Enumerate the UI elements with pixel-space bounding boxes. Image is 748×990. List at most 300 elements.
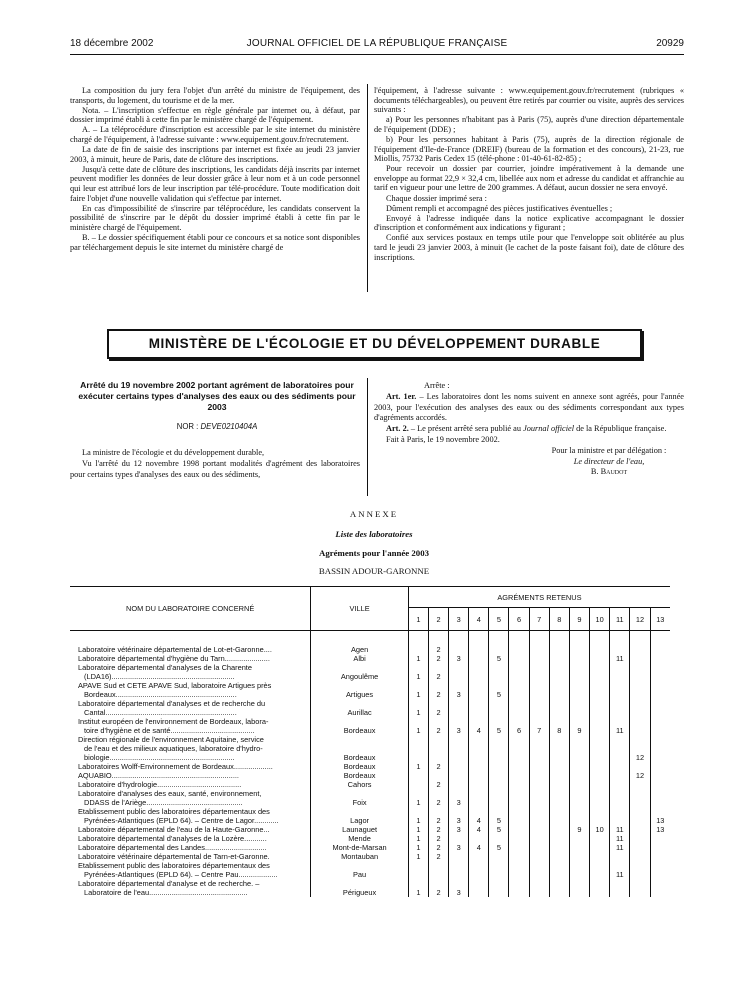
agrement-cell xyxy=(589,789,609,807)
agrement-cell: 2 xyxy=(428,879,448,897)
agrement-cell xyxy=(509,834,529,843)
agrement-cell xyxy=(509,807,529,825)
agrement-cell xyxy=(469,762,489,771)
agrement-cell: 5 xyxy=(489,717,509,735)
agrement-cell xyxy=(630,699,650,717)
agrement-cell xyxy=(650,699,670,717)
agrement-cell xyxy=(610,807,630,825)
agrement-cell xyxy=(650,681,670,699)
agrement-cell xyxy=(569,861,589,879)
text-column-left xyxy=(70,86,360,253)
paragraph: Confié aux services postaux en temps utile pour que l'enveloppe soit oblitérée au plus tard le jeudi 23 janvier 2003, à minuit (le cachet de la poste faisant foi), date de clôture des inscriptions. xyxy=(374,233,684,262)
agrement-cell: 2 xyxy=(428,834,448,843)
agrement-cell: 2 xyxy=(428,654,448,663)
agrement-cell xyxy=(489,852,509,861)
laboratory-name: Laboratoire départemental d'analyse et de recherche. – Laboratoire de l'eau................................................ xyxy=(78,879,260,897)
agrement-cell: 13 xyxy=(650,807,670,825)
agrement-number-header: 13 xyxy=(650,608,670,631)
agrement-cell xyxy=(449,861,469,879)
agrement-cell xyxy=(569,645,589,654)
agrement-cell: 3 xyxy=(449,843,469,852)
agrement-cell xyxy=(489,771,509,780)
laboratory-name: Institut européen de l'environnement de Bordeaux, labora- toire d'hygiène et de santé......................................... xyxy=(78,717,269,735)
agrement-cell: 2 xyxy=(428,789,448,807)
agrement-cell xyxy=(509,789,529,807)
agrement-cell xyxy=(509,879,529,897)
table-row xyxy=(70,825,670,834)
agrement-cell: 2 xyxy=(428,663,448,681)
agrement-cell: 2 xyxy=(428,762,448,771)
agrement-cell: 12 xyxy=(630,771,650,780)
agrement-cell xyxy=(449,762,469,771)
agrement-cell xyxy=(529,834,549,843)
agrement-cell: 5 xyxy=(489,843,509,852)
agrement-cell: 1 xyxy=(408,762,428,771)
annexe-subtitle: Liste des laboratoires xyxy=(335,529,413,539)
agrement-cell xyxy=(630,645,650,654)
laboratories-table xyxy=(70,586,670,897)
agrement-cell: 6 xyxy=(509,717,529,735)
paragraph: Dûment rempli et accompagné des pièces justificatives éventuelles ; xyxy=(386,203,613,213)
agrement-cell: 7 xyxy=(529,717,549,735)
agrement-cell: 1 xyxy=(408,699,428,717)
agrement-cell xyxy=(529,861,549,879)
agrement-cell xyxy=(489,663,509,681)
agrement-cell xyxy=(589,771,609,780)
agrement-cell: 2 xyxy=(428,699,448,717)
agrement-cell xyxy=(529,681,549,699)
laboratory-city: Mont-de-Marsan xyxy=(311,843,409,852)
agrement-cell xyxy=(469,681,489,699)
agrement-cell: 2 xyxy=(428,681,448,699)
paragraph: La composition du jury fera l'objet d'un arrêté du ministre de l'équipement, des transports, du logement, du tourisme et de la mer. xyxy=(70,86,360,105)
agrement-cell xyxy=(449,852,469,861)
bassin-heading: BASSIN ADOUR-GARONNE xyxy=(318,566,430,576)
column-divider xyxy=(367,378,368,496)
agrement-cell: 2 xyxy=(428,852,448,861)
signature-block xyxy=(374,446,684,478)
agrement-cell: 1 xyxy=(408,879,428,897)
agrement-cell xyxy=(549,843,569,852)
agrement-cell: 5 xyxy=(489,825,509,834)
table-row xyxy=(70,807,670,825)
agrement-number-header: 2 xyxy=(428,608,448,631)
agrement-cell xyxy=(630,834,650,843)
laboratory-name: Laboratoire d'hydrologie......................................... xyxy=(78,780,242,789)
table-spacer-row xyxy=(70,631,670,646)
arrete-title: Arrêté du 19 novembre 2002 portant agrément de laboratoires pour exécuter certains types d'analyses des eaux ou des sédiments pour 2003 xyxy=(78,380,356,412)
laboratory-name: Laboratoire départemental d'analyses de la Lozère........... xyxy=(78,834,267,843)
agrement-cell xyxy=(509,762,529,771)
agrement-cell xyxy=(610,771,630,780)
paragraph: Envoyé à l'adresse indiquée dans la notice explicative accompagnant le dossier d'inscription et conformément aux indications y figurant ; xyxy=(374,213,684,233)
agrement-cell xyxy=(449,663,469,681)
agrement-cell xyxy=(630,825,650,834)
agrement-cell: 3 xyxy=(449,879,469,897)
agrement-cell xyxy=(509,699,529,717)
laboratory-name: Etablissement public des laboratoires départementaux des Pyrénées-Atlantiques (EPLD 64). – Centre Pau................... xyxy=(78,861,278,879)
laboratory-name: Laboratoire vétérinaire départemental de Tarn-et-Garonne. xyxy=(78,852,270,861)
agrement-cell xyxy=(469,663,489,681)
agrement-cell xyxy=(569,789,589,807)
agrement-cell: 2 xyxy=(428,807,448,825)
laboratory-city: Périgueux xyxy=(311,879,409,897)
agrement-cell xyxy=(469,771,489,780)
agrement-cell xyxy=(589,654,609,663)
agrement-cell xyxy=(529,852,549,861)
table-row xyxy=(70,717,670,735)
agrement-cell xyxy=(549,681,569,699)
agrement-cell xyxy=(630,807,650,825)
agrement-cell xyxy=(509,852,529,861)
agrement-cell xyxy=(610,789,630,807)
table-row xyxy=(70,879,670,897)
agrement-cell: 5 xyxy=(489,654,509,663)
agrement-cell xyxy=(569,852,589,861)
laboratory-city: Artigues xyxy=(311,681,409,699)
agrement-cell xyxy=(610,699,630,717)
agrement-cell xyxy=(589,879,609,897)
agrement-cell: 5 xyxy=(489,681,509,699)
agrement-cell xyxy=(650,879,670,897)
agrement-cell xyxy=(549,879,569,897)
agrement-cell: 1 xyxy=(408,654,428,663)
agrement-cell xyxy=(549,663,569,681)
agrement-number-header: 4 xyxy=(469,608,489,631)
agrement-cell: 1 xyxy=(408,717,428,735)
signature-name: B. Baudot xyxy=(590,467,628,476)
agrement-cell xyxy=(569,681,589,699)
agrement-cell xyxy=(610,852,630,861)
arrete-label: Arrête : xyxy=(424,381,450,390)
agrement-cell: 1 xyxy=(408,807,428,825)
agrement-cell xyxy=(509,771,529,780)
table-row xyxy=(70,645,670,654)
agrement-cell xyxy=(549,771,569,780)
agrement-cell xyxy=(589,834,609,843)
agrement-cell: 2 xyxy=(428,780,448,789)
agrement-cell xyxy=(589,645,609,654)
laboratory-name: Laboratoire vétérinaire départemental de Lot-et-Garonne.... xyxy=(78,645,272,654)
agrement-cell xyxy=(569,762,589,771)
agrement-cell xyxy=(469,735,489,762)
nor-code: DEVE0210404A xyxy=(200,422,258,431)
agrement-cell: 2 xyxy=(428,645,448,654)
agrement-cell xyxy=(428,861,448,879)
agrement-cell: 10 xyxy=(589,825,609,834)
agrement-cell xyxy=(408,645,428,654)
agrement-number-header: 1 xyxy=(408,608,428,631)
laboratory-city: Aurillac xyxy=(311,699,409,717)
agrement-cell xyxy=(569,807,589,825)
agrement-cell xyxy=(449,834,469,843)
agrement-cell xyxy=(630,780,650,789)
table-row xyxy=(70,681,670,699)
agrement-cell xyxy=(630,681,650,699)
table-row xyxy=(70,789,670,807)
agrement-cell xyxy=(589,852,609,861)
agrement-cell: 3 xyxy=(449,789,469,807)
agrement-cell xyxy=(650,861,670,879)
header-rule xyxy=(70,54,684,55)
table-row xyxy=(70,843,670,852)
agrement-cell xyxy=(589,861,609,879)
agrement-cell: 11 xyxy=(610,825,630,834)
agrement-cell xyxy=(549,762,569,771)
agrement-cell xyxy=(569,771,589,780)
agrement-cell xyxy=(509,861,529,879)
agrement-cell xyxy=(630,762,650,771)
agrement-cell: 2 xyxy=(428,825,448,834)
agrement-cell xyxy=(529,807,549,825)
arrete-articles xyxy=(374,381,684,478)
agrement-cell xyxy=(529,780,549,789)
agrement-cell xyxy=(549,699,569,717)
agrement-cell xyxy=(509,645,529,654)
agrement-cell: 1 xyxy=(408,663,428,681)
agrement-cell xyxy=(489,789,509,807)
agrement-cell xyxy=(569,654,589,663)
nor-label: NOR : xyxy=(176,422,201,431)
agrement-cell xyxy=(589,681,609,699)
agrement-cell: 2 xyxy=(428,717,448,735)
agrement-cell xyxy=(529,843,549,852)
agrement-cell xyxy=(650,645,670,654)
agrement-cell xyxy=(489,834,509,843)
paragraph: La ministre de l'écologie et du développement durable, xyxy=(82,448,265,457)
laboratory-city: Bordeaux xyxy=(311,771,409,780)
agrement-cell xyxy=(650,654,670,663)
laboratory-name: Laboratoires Wolff-Environnement de Bordeaux................... xyxy=(78,762,273,771)
laboratory-city: Angoulême xyxy=(311,663,409,681)
agrement-cell xyxy=(509,654,529,663)
agrement-cell xyxy=(589,762,609,771)
agrement-cell: 12 xyxy=(630,735,650,762)
agrement-cell xyxy=(589,807,609,825)
agrement-cell: 2 xyxy=(428,843,448,852)
agrement-number-header: 12 xyxy=(630,608,650,631)
agrement-cell: 8 xyxy=(549,717,569,735)
agrement-cell xyxy=(549,735,569,762)
agrement-cell xyxy=(569,843,589,852)
agrement-cell xyxy=(650,771,670,780)
agrement-cell: 11 xyxy=(610,834,630,843)
laboratory-city: Launaguet xyxy=(311,825,409,834)
header-date: 18 décembre 2002 xyxy=(70,38,154,49)
agrement-number-header: 10 xyxy=(589,608,609,631)
table-row xyxy=(70,771,670,780)
agrement-cell xyxy=(408,780,428,789)
agrement-cell xyxy=(549,645,569,654)
table-row xyxy=(70,834,670,843)
agrement-cell xyxy=(509,663,529,681)
table-row xyxy=(70,735,670,762)
agrement-cell xyxy=(549,834,569,843)
agrement-cell xyxy=(549,861,569,879)
agrement-cell xyxy=(569,699,589,717)
agrement-cell xyxy=(569,879,589,897)
article-2-text: – Le présent arrêté sera publié au xyxy=(408,424,524,433)
agrement-cell xyxy=(630,654,650,663)
agrement-cell xyxy=(469,861,489,879)
paragraph: Pour recevoir un dossier par courrier, joindre impérativement à la demande une enveloppe au format 22,9 × 32,4 cm, libellée aux nom et adresse du candidat et affranchie au tarif en vigueur pour une lettre de 200 grammes. A défaut, aucun dossier ne sera envoyé. xyxy=(374,164,684,193)
agrement-cell xyxy=(529,735,549,762)
paragraph: La date de fin de saisie des inscriptions par internet est fixée au jeudi 23 janvier 2003, à minuit, heure de Paris, date de clôture des inscriptions. xyxy=(70,145,360,164)
agrement-cell xyxy=(569,834,589,843)
agrement-cell: 4 xyxy=(469,807,489,825)
table-row xyxy=(70,852,670,861)
agrement-cell xyxy=(650,735,670,762)
signature-line-2: Le directeur de l'eau, xyxy=(573,456,645,466)
agrement-cell xyxy=(610,735,630,762)
agrement-cell xyxy=(509,843,529,852)
agrement-cell: 11 xyxy=(610,843,630,852)
agrement-cell xyxy=(630,663,650,681)
paragraph: A. – La téléprocédure d'inscription est accessible par le site internet du ministère chargé de l'équipement, à l'adresse suivante : www.equipement.gouv.fr/recrutement. xyxy=(70,125,360,144)
agrement-cell xyxy=(449,645,469,654)
article-1 xyxy=(374,392,684,424)
agrement-cell xyxy=(529,879,549,897)
agrement-cell: 3 xyxy=(449,717,469,735)
agrement-cell xyxy=(549,780,569,789)
agrement-cell xyxy=(589,735,609,762)
agrement-cell xyxy=(509,681,529,699)
agrement-cell xyxy=(529,699,549,717)
agrement-cell xyxy=(489,780,509,789)
agrement-cell xyxy=(589,843,609,852)
header-page-number: 20929 xyxy=(656,38,684,49)
col-header-ville: VILLE xyxy=(311,587,409,631)
agrement-cell: 5 xyxy=(489,807,509,825)
laboratory-name: APAVE Sud et CETE APAVE Sud, laboratoire Artigues près Bordeaux........................................................... xyxy=(78,681,272,699)
agrement-cell: 11 xyxy=(610,717,630,735)
agrement-number-header: 11 xyxy=(610,608,630,631)
agrement-cell xyxy=(529,645,549,654)
agrement-cell xyxy=(650,852,670,861)
agrement-cell xyxy=(610,681,630,699)
paragraph: En cas d'impossibilité de s'inscrire par téléprocédure, les candidats conservent la possibilité de s'inscrire par le dépôt du dossier imprimé établi à cette fin par le ministère chargé de l'équipement. xyxy=(70,203,360,232)
agrement-cell xyxy=(469,852,489,861)
agrement-cell: 4 xyxy=(469,825,489,834)
agrement-cell: 1 xyxy=(408,852,428,861)
annexe-title: ANNEXE xyxy=(349,509,399,519)
agrement-cell: 1 xyxy=(408,834,428,843)
paragraph: b) Pour les personnes habitant à Paris (75), auprès de la direction régionale de l'équipement d'Ile-de-France (DREIF) (bureau de la formation et des concours), 21-23, rue Miollis, 75732 Paris Cedex 15 (télé-phone : 01-40-61-82-85) ; xyxy=(374,134,684,164)
laboratory-city: Bordeaux xyxy=(311,717,409,735)
agrement-cell xyxy=(469,645,489,654)
agrement-cell xyxy=(428,735,448,762)
agrement-cell xyxy=(589,699,609,717)
paragraph: B. – Le dossier spécifiquement établi pour ce concours et sa notice sont disponibles par téléchargement depuis le site internet du ministère chargé de xyxy=(70,232,360,252)
agrement-cell: 3 xyxy=(449,654,469,663)
laboratory-name: Laboratoire départemental d'hygiène du Tarn...................... xyxy=(78,654,270,663)
agrement-cell xyxy=(650,780,670,789)
laboratory-name: Laboratoire départemental d'analyses de la Charente (LDA16)............................................................ xyxy=(78,663,252,681)
agrement-cell xyxy=(630,843,650,852)
laboratory-city: Bordeaux xyxy=(311,762,409,771)
article-1-label: Art. 1er. xyxy=(386,392,417,401)
signature-line-1: Pour la ministre et par délégation : xyxy=(551,446,667,455)
agrement-cell xyxy=(408,735,428,762)
article-2-text-end: de la République française. xyxy=(574,424,667,433)
paragraph: Chaque dossier imprimé sera : xyxy=(386,193,487,203)
agrement-cell xyxy=(408,771,428,780)
laboratory-name: Laboratoire d'analyses des eaux, santé, environnement, DDASS de l'Ariège............................................... xyxy=(78,789,262,807)
paragraph: l'équipement, à l'adresse suivante : www.equipement.gouv.fr/recrutement (rubriques « documents téléchargeables), ou peuvent être retirés par courrier ou visite, auprès des services suivants : xyxy=(374,86,684,115)
agrement-cell xyxy=(650,762,670,771)
agrement-number-header: 3 xyxy=(449,608,469,631)
col-header-name: NOM DU LABORATOIRE CONCERNÉ xyxy=(126,604,255,613)
agrement-cell xyxy=(650,663,670,681)
agrement-cell: 1 xyxy=(408,843,428,852)
paragraph: a) Pour les personnes n'habitant pas à Paris (75), auprès d'une direction départementale de l'équipement (DDE) ; xyxy=(374,115,684,134)
table-row xyxy=(70,762,670,771)
laboratory-name: AQUABIO.............................................................. xyxy=(78,771,239,780)
agrement-cell xyxy=(569,663,589,681)
agrement-cell xyxy=(489,861,509,879)
agrement-cell xyxy=(630,789,650,807)
agrement-cell: 13 xyxy=(650,825,670,834)
article-1-text: – Les laboratoires dont les noms suivent en annexe sont agréés, pour l'année 2003, pour l'exécution des analyses des eaux ou des sédiments correspondant aux types d'agréments accordés. xyxy=(374,392,684,422)
paragraph: Vu l'arrêté du 12 novembre 1998 portant modalités d'agrément des laboratoires pour certains types d'analyses des eaux ou des sédiments, xyxy=(70,459,360,479)
agrement-cell xyxy=(408,861,428,879)
agrement-cell xyxy=(509,825,529,834)
agrement-cell: 3 xyxy=(449,807,469,825)
agrement-cell xyxy=(469,654,489,663)
agrement-cell xyxy=(650,717,670,735)
laboratory-city: Foix xyxy=(311,789,409,807)
agrement-cell xyxy=(610,663,630,681)
agrement-cell xyxy=(449,780,469,789)
agrement-cell xyxy=(650,789,670,807)
laboratory-city: Cahors xyxy=(311,780,409,789)
page-header xyxy=(70,38,684,52)
table-row xyxy=(70,699,670,717)
column-divider xyxy=(367,84,368,292)
nor-reference xyxy=(72,422,362,431)
agrement-cell xyxy=(529,825,549,834)
agrement-number-header: 5 xyxy=(489,608,509,631)
agrement-cell xyxy=(428,771,448,780)
annexe-heading: Agréments pour l'année 2003 xyxy=(318,548,430,558)
header-journal-title: JOURNAL OFFICIEL DE LA RÉPUBLIQUE FRANÇAISE xyxy=(246,38,508,49)
paragraph: Nota. – L'inscription s'effectue en règle générale par internet ou, à défaut, par dossier imprimé établi à cette fin par le ministère chargé de l'équipement. xyxy=(70,105,360,125)
agrement-cell xyxy=(549,852,569,861)
laboratory-name: Etablissement public des laboratoires départementaux des Pyrénées-Atlantiques (EPLD 64). – Centre de Lagor............ xyxy=(78,807,279,825)
agrement-cell xyxy=(529,771,549,780)
agrement-cell xyxy=(610,879,630,897)
laboratory-city: Montauban xyxy=(311,852,409,861)
agrement-cell xyxy=(610,762,630,771)
agrement-number-header: 6 xyxy=(509,608,529,631)
agrement-cell: 9 xyxy=(569,717,589,735)
fait-a-paris: Fait à Paris, le 19 novembre 2002. xyxy=(386,435,500,444)
agrement-cell xyxy=(630,852,650,861)
laboratory-city: Lagor xyxy=(311,807,409,825)
article-2-label: Art. 2. xyxy=(386,424,409,433)
agrement-cell xyxy=(630,879,650,897)
laboratory-city: Bordeaux xyxy=(311,735,409,762)
laboratory-name: Direction régionale de l'environnement Aquitaine, service de l'eau et des milieux aquatiques, laboratoire d'hydro- biologie............................................................. xyxy=(78,735,264,762)
agrement-cell xyxy=(489,735,509,762)
table-row xyxy=(70,663,670,681)
article-2 xyxy=(374,424,684,435)
agrement-cell: 1 xyxy=(408,681,428,699)
agrement-cell xyxy=(569,780,589,789)
agrement-cell xyxy=(630,717,650,735)
agrement-cell xyxy=(509,735,529,762)
agrement-cell xyxy=(489,699,509,717)
